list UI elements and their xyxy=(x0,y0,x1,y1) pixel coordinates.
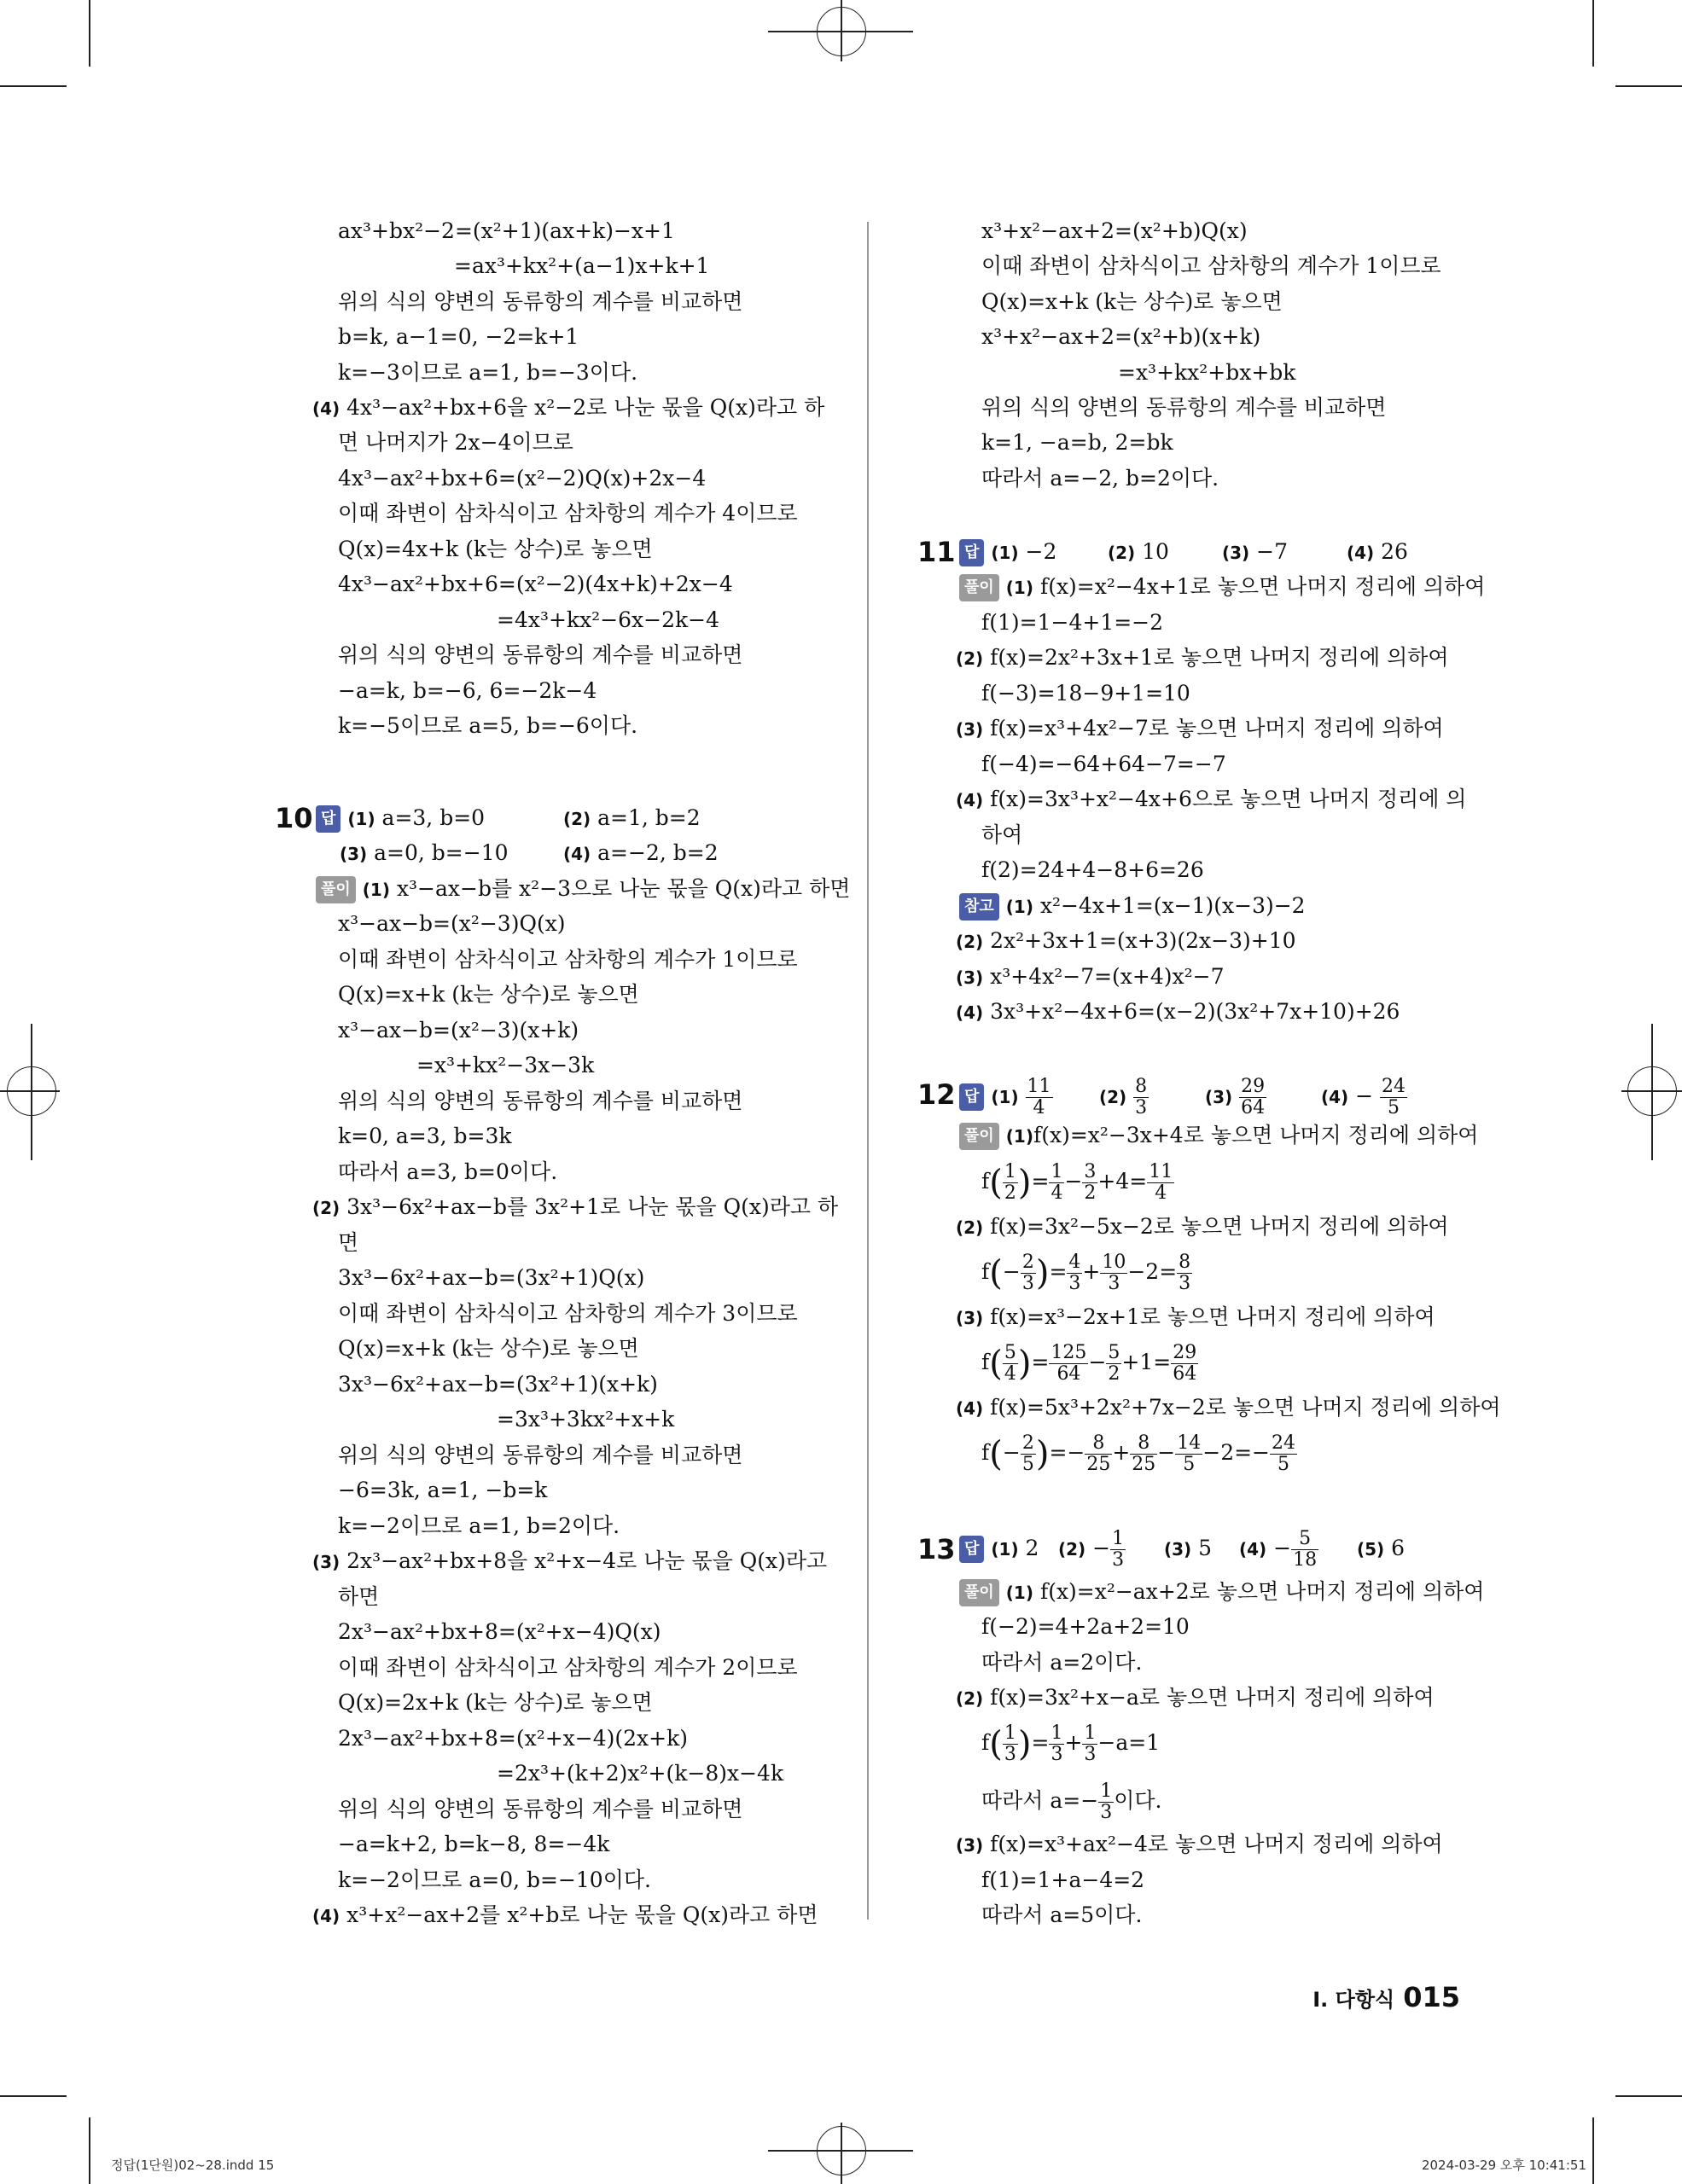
sub-label: (1) xyxy=(1005,1126,1033,1147)
text-line: 위의 식의 양변의 동류항의 계수를 비교하면 xyxy=(338,1797,743,1821)
sub-item xyxy=(956,1395,1501,1421)
text-line: 위의 식의 양변의 동류항의 계수를 비교하면 xyxy=(338,289,743,314)
sub-label: (2) xyxy=(956,1688,984,1709)
sub-label: (2) xyxy=(956,1217,984,1238)
text-line: 따라서 a=5이다. xyxy=(981,1902,1143,1927)
sub-label: (4) xyxy=(1347,543,1375,563)
text-line: 3x³−6x²+ax−b를 3x²+1로 나눈 몫을 Q(x)라고 하 xyxy=(346,1194,839,1219)
text-line: 따라서 a=2이다. xyxy=(981,1650,1143,1675)
page-footer xyxy=(1312,1981,1460,2013)
sub-label: (3) xyxy=(1205,1087,1233,1107)
answer-row xyxy=(563,805,701,832)
text-line: 이때 좌변이 삼차식이고 삼차항의 계수가 1이므로 xyxy=(981,253,1441,278)
text-line: −6=3k, a=1, −b=k xyxy=(338,1478,548,1502)
answer-row xyxy=(1222,539,1288,566)
text-line: k=−2이므로 a=1, b=2이다. xyxy=(338,1513,620,1538)
answer-row xyxy=(1099,1077,1149,1118)
sub-label: (2) xyxy=(1058,1539,1086,1560)
text-line: k=−5이므로 a=5, b=−6이다. xyxy=(338,713,638,738)
sub-label: (1) xyxy=(991,1539,1019,1560)
registration-mark xyxy=(841,2123,842,2184)
crop-mark xyxy=(1615,85,1682,87)
sub-label: (4) xyxy=(956,1002,984,1023)
text-line: f(x)=x³−2x+1로 놓으면 나머지 정리에 의하여 xyxy=(990,1304,1435,1329)
text-line: k=1, −a=b, 2=bk xyxy=(981,430,1173,455)
text-line: x³−ax−b를 x²−3으로 나눈 몫을 Q(x)라고 하면 xyxy=(396,876,851,901)
fraction: $\frac{8}{3}$ xyxy=(1135,1076,1148,1118)
crop-mark xyxy=(1615,2095,1682,2097)
answer-row xyxy=(1108,539,1169,566)
text-line: k=−2이므로 a=0, b=−10이다. xyxy=(338,1867,651,1892)
text-line: −a=k+2, b=k−8, 8=−4k xyxy=(338,1832,610,1856)
sub-item xyxy=(956,1832,1443,1858)
sub-item xyxy=(312,395,824,421)
text-line: 이때 좌변이 삼차식이고 삼차항의 계수가 1이므로 xyxy=(338,947,798,972)
text-line: k=0, a=3, b=3k xyxy=(338,1124,512,1148)
registration-mark xyxy=(768,2150,913,2152)
solution-badge: 풀이 xyxy=(959,1123,999,1150)
text-line: =x³+kx²−3x−3k xyxy=(416,1053,595,1077)
sub-label: (1) xyxy=(347,809,375,829)
solution-badge: 풀이 xyxy=(316,876,356,903)
text-line: k=−3이므로 a=1, b=−3이다. xyxy=(338,360,638,385)
formula: f(− $\frac{2}{5}$ )=− $\frac{8}{25}$ + $\frac{8}{25}$ − $\frac{14}{5}$ −2=− $\frac{24}{5}$ xyxy=(981,1432,1295,1475)
text-line: Q(x)=2x+k (k는 상수)로 놓으면 xyxy=(338,1690,653,1715)
text-line: 면 나머지가 2x−4이므로 xyxy=(338,430,573,455)
sub-item xyxy=(956,787,1466,813)
sub-item xyxy=(956,964,1225,990)
formula: f(− $\frac{2}{3}$ )= $\frac{4}{3}$ + $\frac{10}{3}$ −2= $\frac{8}{3}$ xyxy=(981,1252,1191,1294)
answer-value: −2 xyxy=(1025,539,1057,564)
reference-badge: 참고 xyxy=(959,893,999,921)
text-line: f(x)=5x³+2x²+7x−2로 놓으면 나머지 정리에 의하여 xyxy=(990,1395,1501,1420)
text-line: f(x)=3x²−5x−2로 놓으면 나머지 정리에 의하여 xyxy=(990,1214,1449,1239)
sub-label: (2) xyxy=(956,932,984,952)
answer-row xyxy=(1164,1536,1212,1562)
text-line: f(x)=x³+ax²−4로 놓으면 나머지 정리에 의하여 xyxy=(990,1832,1443,1856)
answer-badge: 답 xyxy=(959,1536,984,1563)
sub-item xyxy=(956,645,1449,671)
answer-badge: 답 xyxy=(959,1083,984,1111)
sub-label: (2) xyxy=(563,809,591,829)
page-number: 015 xyxy=(1403,1981,1460,2013)
formula: f( $\frac{1}{3}$ )= $\frac{1}{3}$ + $\frac{1}{3}$ −a=1 xyxy=(981,1722,1161,1765)
answer-value: a=3, b=0 xyxy=(381,805,486,830)
chapter-title: Ⅰ. 다항식 xyxy=(1312,1988,1395,2012)
text-line: =3x³+3kx²+x+k xyxy=(497,1407,675,1432)
text-line: 위의 식의 양변의 동류항의 계수를 비교하면 xyxy=(338,1089,743,1113)
answer-value: 26 xyxy=(1381,539,1408,564)
text-line: ax³+bx²−2=(x²+1)(ax+k)−x+1 xyxy=(338,218,675,243)
text-line: =2x³+(k+2)x²+(k−8)x−4k xyxy=(497,1761,784,1786)
text-line: x³+x²−ax+2=(x²+b)Q(x) xyxy=(981,218,1248,243)
formula: f( $\frac{1}{2}$ )= $\frac{1}{4}$ − $\frac{3}{2}$ +4= $\frac{11}{4}$ xyxy=(981,1161,1173,1204)
sub-item xyxy=(956,999,1400,1025)
text-line: 2x²+3x+1=(x+3)(2x−3)+10 xyxy=(990,928,1296,953)
text-line: f(x)=x²−ax+2로 놓으면 나머지 정리에 의하여 xyxy=(1039,1579,1485,1604)
text-line: −a=k, b=−6, 6=−2k−4 xyxy=(338,678,597,703)
problem-number: 10 xyxy=(275,802,313,834)
text-line: x³−ax−b=(x²−3)Q(x) xyxy=(338,911,566,936)
crop-mark xyxy=(1592,2117,1594,2184)
answer-value: 2 xyxy=(1025,1536,1039,1560)
formula: 따라서 a=− $\frac{1}{3}$ 이다. xyxy=(981,1780,1162,1823)
sub-label: (3) xyxy=(340,844,368,864)
answer-row xyxy=(959,539,1056,566)
registration-mark xyxy=(1621,1090,1682,1092)
registration-mark xyxy=(31,1024,32,1160)
solution-badge: 풀이 xyxy=(959,574,999,601)
text-line: f(x)=2x²+3x+1로 놓으면 나머지 정리에 의하여 xyxy=(990,645,1449,670)
sub-item xyxy=(312,1902,818,1929)
text-line: f(2)=24+4−8+6=26 xyxy=(981,857,1204,882)
fraction: $\frac{1}{3}$ xyxy=(1112,1528,1125,1571)
solution-row xyxy=(959,574,1485,601)
text-line: 3x³−6x²+ax−b=(3x²+1)Q(x) xyxy=(338,1265,645,1290)
answer-value: −7 xyxy=(1256,539,1289,564)
text-line: f(1)=1+a−4=2 xyxy=(981,1867,1145,1892)
answer-value: 10 xyxy=(1142,539,1169,564)
text-line: 이때 좌변이 삼차식이고 삼차항의 계수가 2이므로 xyxy=(338,1655,798,1680)
text-line: 따라서 a=−2, b=2이다. xyxy=(981,466,1219,491)
sub-item xyxy=(956,1685,1435,1711)
timestamp: 2024-03-29 오후 10:41:51 xyxy=(1421,2158,1586,2173)
column-divider xyxy=(867,222,869,1920)
text-line: f(−2)=4+2a+2=10 xyxy=(981,1614,1190,1639)
sub-label: (2) xyxy=(956,648,984,669)
crop-mark xyxy=(0,85,67,87)
sub-label: (3) xyxy=(312,1552,340,1572)
sub-label: (3) xyxy=(1222,543,1250,563)
sub-label: (4) xyxy=(1321,1087,1349,1107)
solution-row xyxy=(959,1579,1484,1606)
problem-number: 11 xyxy=(917,536,956,568)
text-line: 4x³−ax²+bx+6을 x²−2로 나눈 몫을 Q(x)라고 하 xyxy=(346,395,825,420)
sub-item xyxy=(312,1194,838,1221)
sub-label: (1) xyxy=(991,543,1019,563)
text-line: 이때 좌변이 삼차식이고 삼차항의 계수가 3이므로 xyxy=(338,1301,798,1326)
text-line: 하면 xyxy=(338,1584,380,1609)
text-line: b=k, a−1=0, −2=k+1 xyxy=(338,324,579,349)
solution-row xyxy=(959,1123,1478,1150)
text-line: f(x)=3x³+x²−4x+6으로 놓으면 나머지 정리에 의 xyxy=(990,787,1467,811)
text-line: 위의 식의 양변의 동류항의 계수를 비교하면 xyxy=(981,395,1387,420)
text-line: 면 xyxy=(338,1230,359,1255)
answer-row xyxy=(1205,1077,1266,1118)
text-line: 따라서 a=3, b=0이다. xyxy=(338,1159,558,1184)
crop-mark xyxy=(89,2117,90,2184)
text-line: 4x³−ax²+bx+6=(x²−2)Q(x)+2x−4 xyxy=(338,466,707,491)
text-line: x²−4x+1=(x−1)(x−3)−2 xyxy=(1039,893,1306,918)
sub-item xyxy=(312,1548,827,1575)
sub-label: (4) xyxy=(312,398,340,419)
sub-label: (3) xyxy=(956,967,984,988)
registration-mark xyxy=(1651,1024,1653,1160)
text-line: 위의 식의 양변의 동류항의 계수를 비교하면 xyxy=(338,1443,743,1467)
text-line: =ax³+kx²+(a−1)x+k+1 xyxy=(454,253,710,278)
answer-value: 5 xyxy=(1198,1536,1213,1560)
sub-item xyxy=(956,1214,1449,1240)
answer-row xyxy=(959,1077,1053,1118)
text-line: 하여 xyxy=(981,822,1023,847)
text-line: 3x³+x²−4x+6=(x−2)(3x²+7x+10)+26 xyxy=(990,999,1400,1024)
sub-label: (4) xyxy=(312,1906,340,1926)
answer-badge: 답 xyxy=(959,539,984,566)
sub-label: (1) xyxy=(1005,578,1033,598)
fraction: $\frac{5}{18}$ xyxy=(1293,1528,1318,1571)
text-line: =x³+kx²+bx+bk xyxy=(1118,360,1296,385)
answer-row: (4) − $\frac{24}{5}$ xyxy=(1321,1076,1406,1118)
answer-row xyxy=(1347,539,1408,566)
text-line: Q(x)=x+k (k는 상수)로 놓으면 xyxy=(338,982,639,1007)
sub-label: (3) xyxy=(956,1835,984,1856)
sub-item xyxy=(956,1304,1435,1331)
text-line: f(x)=x²−4x+1로 놓으면 나머지 정리에 의하여 xyxy=(1039,574,1486,599)
answer-row: (2) − $\frac{1}{3}$ xyxy=(1058,1528,1125,1571)
sub-label: (4) xyxy=(956,1398,984,1419)
answer-value: a=1, b=2 xyxy=(597,805,701,830)
reference-row xyxy=(959,893,1306,921)
crop-mark xyxy=(89,0,90,67)
fraction: $\frac{29}{64}$ xyxy=(1241,1076,1266,1118)
answer-row: (4) − $\frac{5}{18}$ xyxy=(1239,1528,1318,1571)
sub-label: (3) xyxy=(956,719,984,740)
text-line: f(x)=x²−3x+4로 놓으면 나머지 정리에 의하여 xyxy=(1033,1123,1479,1147)
sub-label: (1) xyxy=(1005,897,1033,917)
registration-mark xyxy=(768,31,913,32)
problem-number: 12 xyxy=(917,1078,956,1111)
crop-mark xyxy=(1592,0,1594,67)
fraction: $\frac{24}{5}$ xyxy=(1382,1076,1406,1118)
solution-row xyxy=(316,876,850,903)
registration-mark xyxy=(0,1090,60,1092)
sub-label: (5) xyxy=(1357,1539,1385,1560)
sub-label: (4) xyxy=(1239,1539,1267,1560)
answer-row xyxy=(316,805,485,833)
sub-item xyxy=(956,716,1444,742)
text-line: Q(x)=4x+k (k는 상수)로 놓으면 xyxy=(338,537,653,561)
sub-label: (4) xyxy=(956,790,984,810)
text-line: 2x³−ax²+bx+8=(x²+x−4)Q(x) xyxy=(338,1619,661,1644)
text-line: f(−3)=18−9+1=10 xyxy=(981,681,1190,706)
sub-label: (2) xyxy=(1099,1087,1127,1107)
text-line: f(1)=1−4+1=−2 xyxy=(981,610,1164,635)
crop-mark xyxy=(0,2095,67,2097)
text-line: x³−ax−b=(x²−3)(x+k) xyxy=(338,1018,579,1043)
file-info: 정답(1단원)02~28.indd 15 xyxy=(111,2158,275,2173)
answer-value: 6 xyxy=(1391,1536,1406,1560)
text-line: f(x)=x³+4x²−7로 놓으면 나머지 정리에 의하여 xyxy=(990,716,1444,741)
problem-number: 13 xyxy=(917,1533,956,1565)
sub-label: (2) xyxy=(312,1198,340,1218)
answer-value: a=−2, b=2 xyxy=(597,840,719,865)
text-line: Q(x)=x+k (k는 상수)로 놓으면 xyxy=(981,289,1283,314)
sub-label: (3) xyxy=(956,1308,984,1328)
sub-label: (3) xyxy=(1164,1539,1192,1560)
text-line: f(−4)=−64+64−7=−7 xyxy=(981,752,1226,776)
formula: f( $\frac{5}{4}$ )= $\frac{125}{64}$ − $\frac{5}{2}$ +1= $\frac{29}{64}$ xyxy=(981,1342,1197,1385)
text-line: f(x)=3x²+x−a로 놓으면 나머지 정리에 의하여 xyxy=(990,1685,1435,1710)
sub-label: (2) xyxy=(1108,543,1136,563)
sub-item xyxy=(956,928,1296,955)
text-line: 4x³−ax²+bx+6=(x²−2)(4x+k)+2x−4 xyxy=(338,572,733,596)
answer-row xyxy=(959,1536,1039,1563)
fraction: $\frac{11}{4}$ xyxy=(1027,1076,1051,1118)
text-line: x³+x²−ax+2를 x²+b로 나눈 몫을 Q(x)라고 하면 xyxy=(346,1902,818,1927)
text-line: 이때 좌변이 삼차식이고 삼차항의 계수가 4이므로 xyxy=(338,501,798,526)
sub-label: (1) xyxy=(1005,1583,1033,1603)
answer-value: a=0, b=−10 xyxy=(374,840,509,865)
text-line: 3x³−6x²+ax−b=(3x²+1)(x+k) xyxy=(338,1372,658,1397)
text-line: 2x³−ax²+bx+8=(x²+x−4)(2x+k) xyxy=(338,1726,688,1751)
answer-row xyxy=(1357,1536,1405,1562)
sub-label: (1) xyxy=(991,1087,1019,1107)
text-line: =4x³+kx²−6x−2k−4 xyxy=(497,607,719,632)
answer-row xyxy=(340,840,509,867)
sub-label: (4) xyxy=(563,844,591,864)
solution-badge: 풀이 xyxy=(959,1579,999,1606)
text-line: x³+x²−ax+2=(x²+b)(x+k) xyxy=(981,324,1261,349)
text-line: 2x³−ax²+bx+8을 x²+x−4로 나눈 몫을 Q(x)라고 xyxy=(346,1548,828,1573)
text-line: Q(x)=x+k (k는 상수)로 놓으면 xyxy=(338,1336,639,1361)
sub-label: (1) xyxy=(362,880,390,900)
text-line: 위의 식의 양변의 동류항의 계수를 비교하면 xyxy=(338,642,743,667)
text-line: x³+4x²−7=(x+4)x²−7 xyxy=(990,964,1225,989)
answer-row xyxy=(563,840,719,867)
answer-badge: 답 xyxy=(316,805,340,833)
